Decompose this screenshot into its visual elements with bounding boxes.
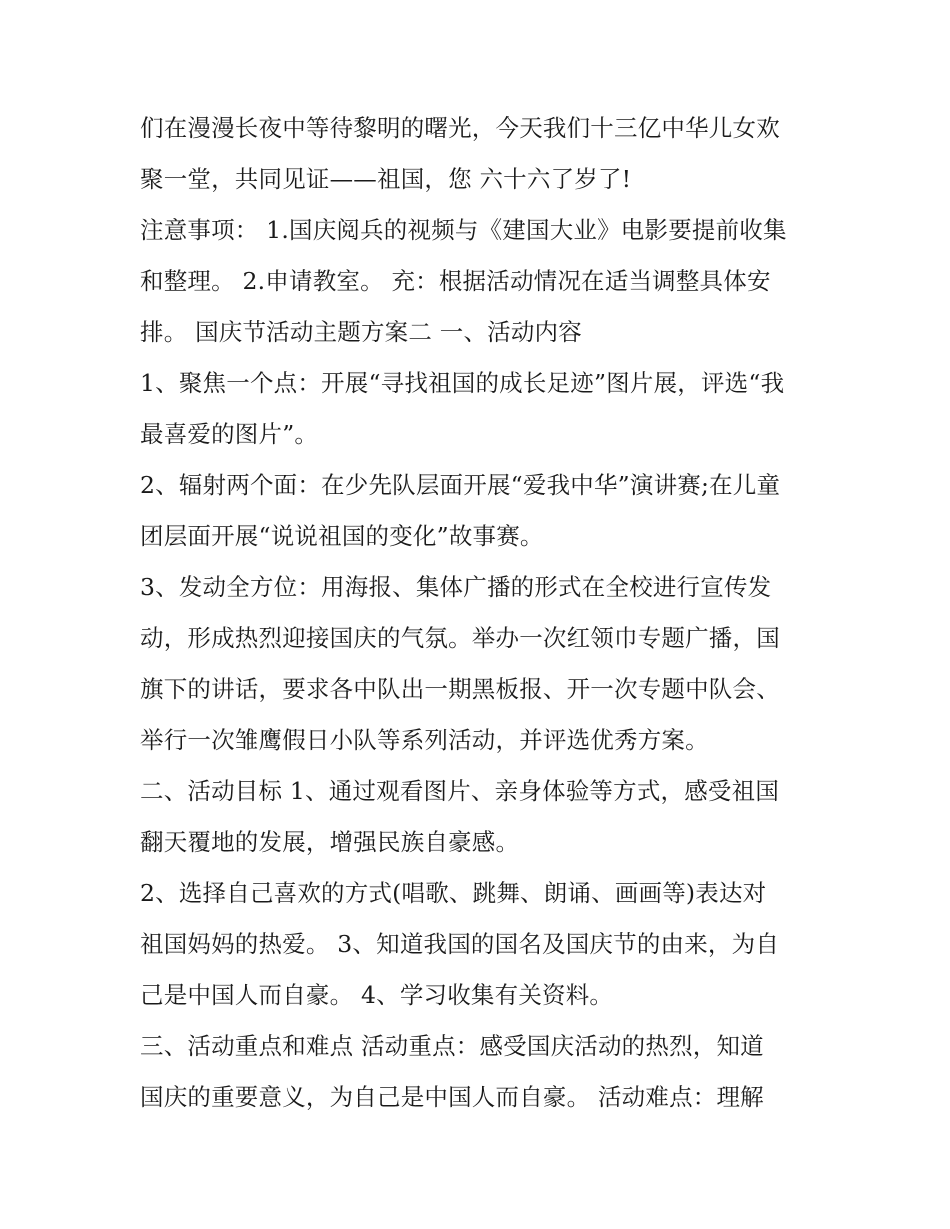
text-line: 己是中国人而自豪。 4、学习收集有关资料。: [140, 981, 614, 1009]
text-line: 三、活动重点和难点 活动重点：感受国庆活动的热烈，知道: [140, 1032, 764, 1060]
text-line: 团层面开展“说说祖国的变化”故事赛。: [140, 522, 544, 550]
text-line: 旗下的讲话，要求各中队出一期黑板报、开一次专题中队会、: [140, 675, 780, 703]
text-line: 最喜爱的图片”。: [140, 420, 319, 448]
document-body: [140, 103, 840, 1123]
text-line: 二、活动目标 1、通过观看图片、亲身体验等方式，感受祖国: [140, 777, 780, 805]
text-line: 注意事项： 1.国庆阅兵的视频与《建国大业》电影要提前收集: [140, 216, 787, 244]
text-line: 和整理。 2.申请教室。 充：根据活动情况在适当调整具体安: [140, 267, 771, 295]
text-line: 1、聚焦一个点：开展“寻找祖国的成长足迹”图片展，评选“我: [140, 369, 785, 397]
text-line: 举行一次雏鹰假日小队等系列活动，并评选优秀方案。: [140, 726, 709, 754]
text-line: 动，形成热烈迎接国庆的气氛。举办一次红领巾专题广播，国: [140, 624, 780, 652]
text-line: 排。 国庆节活动主题方案二 一、活动内容: [140, 318, 582, 346]
text-line: 2、辐射两个面：在少先队层面开展“爱我中华”演讲赛;在儿童: [140, 471, 781, 499]
text-line: 祖国妈妈的热爱。 3、知道我国的国名及国庆节的由来，为自: [140, 930, 780, 958]
text-line: 们在漫漫长夜中等待黎明的曙光，今天我们十三亿中华儿女欢: [140, 114, 780, 142]
text-line: 2、选择自己喜欢的方式(唱歌、跳舞、朗诵、画画等)表达对: [140, 879, 767, 907]
text-line: 国庆的重要意义，为自己是中国人而自豪。 活动难点：理解: [140, 1083, 764, 1111]
text-line: 聚一堂，共同见证——祖国，您 六十六了岁了!: [140, 165, 632, 193]
text-line: 3、发动全方位：用海报、集体广播的形式在全校进行宣传发: [140, 573, 772, 601]
text-line: 翻天覆地的发展，增强民族自豪感。: [140, 828, 520, 856]
